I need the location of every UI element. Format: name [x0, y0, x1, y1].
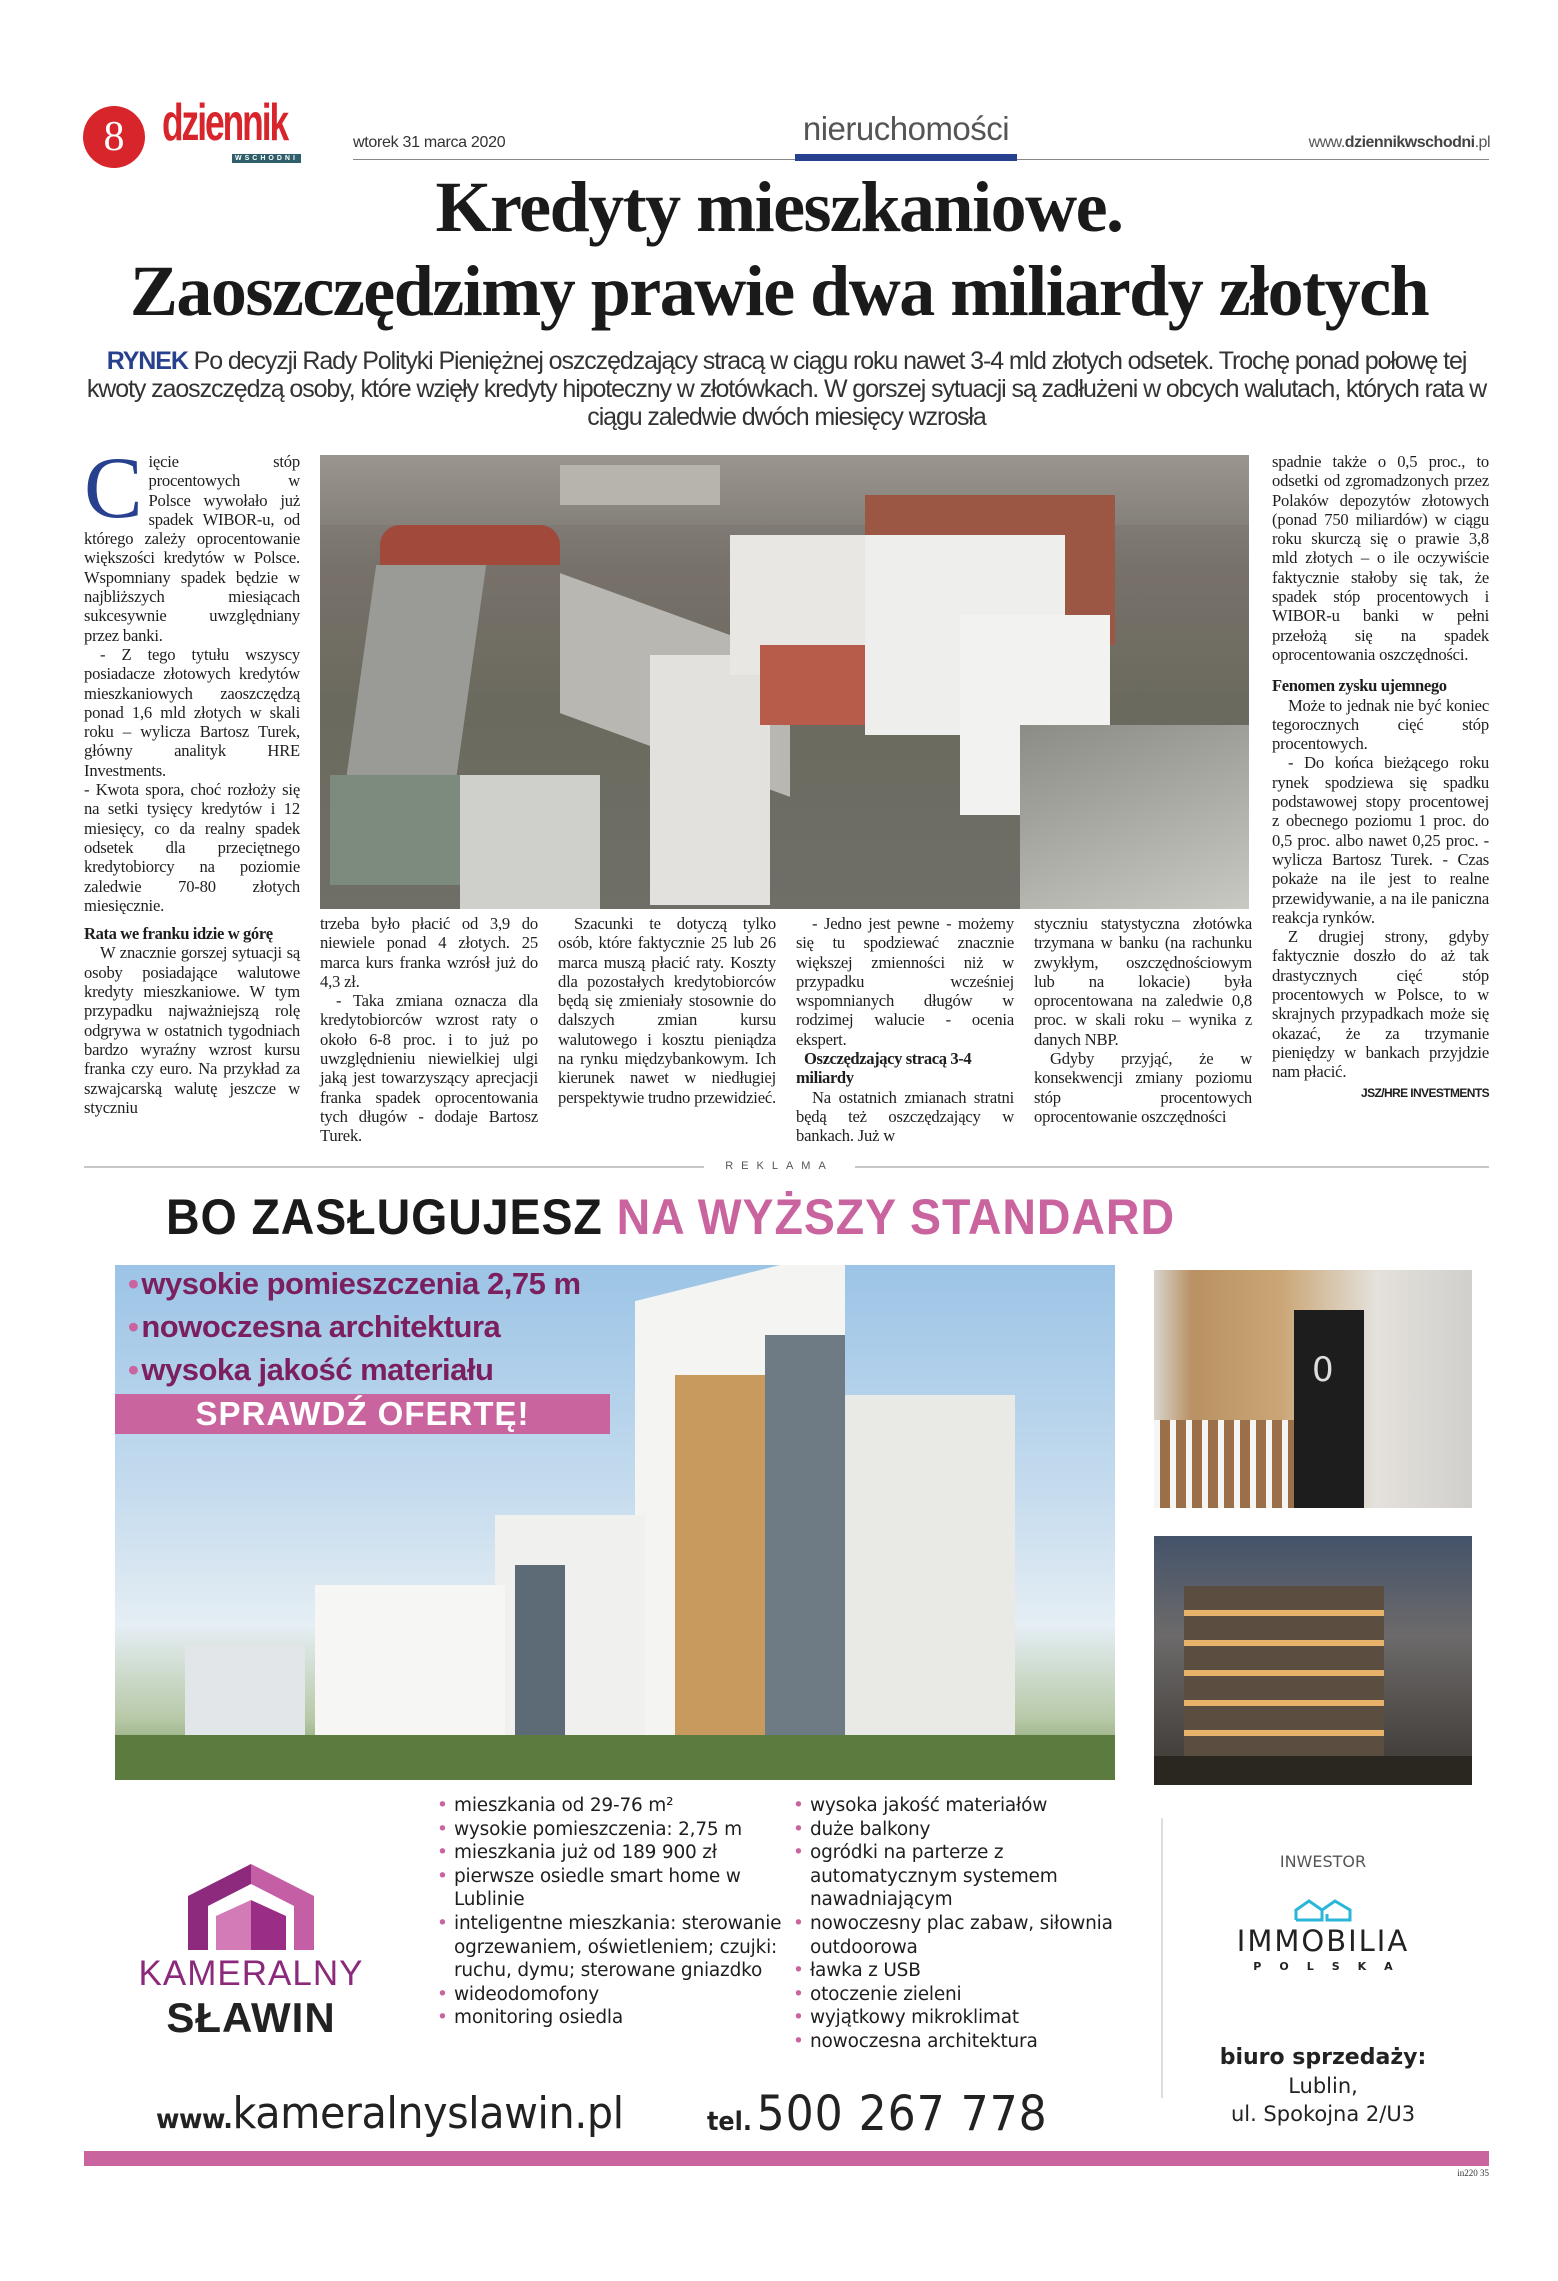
paragraph: Gdyby przyjąć, że w konsekwencji zmiany poziomu stóp procentowych oprocentowanie oszczędności — [1034, 1049, 1252, 1126]
ad-divider-left — [84, 1166, 704, 1168]
paragraph: - Taka zmiana oznacza dla kredytobiorców wzrost raty o około 6-8 proc. i to już po uwzględnieniu niewielkiej ulgi jaką jest towarzyszący aprecjacji franka spadek oprocentowania tych długów - dodaje Bartosz Turek. — [320, 991, 538, 1146]
investor-subtitle: POLSKA — [1253, 1960, 1411, 1973]
article-lead — [84, 347, 1489, 431]
ad-headline — [166, 1188, 1175, 1246]
site-url-link[interactable] — [1240, 134, 1490, 152]
feature-item: • wyjątkowy mikroklimat — [793, 2006, 1153, 2030]
lead-kicker: RYNEK — [106, 347, 188, 375]
lobby-photo — [1154, 1270, 1472, 1508]
article-column-2 — [320, 914, 538, 1146]
article-column-6 — [1272, 452, 1489, 1103]
feature-item: • inteligentne mieszkania: sterowanie ogrzewaniem, oświetleniem; czujki: ruchu, dymu; sterowane gniazdko — [437, 1912, 787, 1983]
ad-website-link[interactable] — [156, 2088, 624, 2139]
feature-item: • nowoczesna architektura — [793, 2030, 1153, 2054]
bullet-text: wysokie pomieszczenia 2,75 m — [141, 1266, 581, 1301]
author-signature: JSZ/HRE INVESTMENTS — [1361, 1085, 1489, 1100]
logo-word: dziennik — [162, 94, 288, 152]
lobby-sign: 0 — [1312, 1350, 1334, 1390]
paragraph: - Z tego tytułu wszyscy posiadacze złotowych kredytów mieszkaniowych zaoszczędzą ponad 1,6 mld złotych w skali roku – wylicza Bartosz Turek, główny analityk HRE Investments. — [84, 644, 300, 780]
tel-number: 500 267 778 — [756, 2086, 1048, 2142]
headline-line-1: Kredyty mieszkaniowe. — [435, 167, 1123, 247]
immobilia-logo — [1163, 1898, 1483, 1978]
check-offer-button[interactable]: SPRAWDŹ OFERTĘ! — [115, 1394, 610, 1434]
feature-item: • duże balkony — [793, 1818, 1153, 1842]
office-city: Lublin, — [1288, 2074, 1358, 2098]
paragraph: styczniu statystyczna złotówka trzymana w banku (na rachunku zwykłym, oszczędnościowym lub na lokacie) była oprocentowana na zaledwie 0,8 proc. w skali roku – wynika z danych NBP. — [1034, 914, 1252, 1049]
feature-item: • mieszkania od 29-76 m² — [437, 1794, 787, 1818]
article-column-5 — [1034, 914, 1252, 1126]
feature-list-right — [793, 1794, 1153, 2054]
paragraph: ięcie stóp procentowych w Polsce wywołało już spadek WIBOR-u, od którego zależy oprocentowanie większości kredytów w Polsce. Wspomniany spadek będzie w najbliższych miesiącach sukcesywnie uwzględniany przez banki. — [84, 452, 300, 645]
ad-divider-right — [855, 1166, 1489, 1168]
headline-line-2: Zaoszczędzimy prawie dwa miliardy złotych — [129, 251, 1429, 331]
section-underline — [795, 154, 1017, 161]
kameralny-slawin-logo — [130, 1854, 372, 2040]
subheading: Oszczędzający stracą 3-4 miliardy — [796, 1049, 972, 1088]
bullet-text: nowoczesna architektura — [141, 1309, 501, 1344]
subheading: Rata we franku idzie w górę — [84, 924, 273, 944]
ad-bottom-bar — [84, 2151, 1489, 2166]
feature-item: • wideodomofony — [437, 1983, 787, 2007]
bullet-text: wysoka jakość materiału — [141, 1352, 494, 1387]
brand-line-2: SŁAWIN — [166, 1994, 336, 2041]
ad-phone[interactable] — [707, 2086, 1048, 2142]
twin-house-icon — [1293, 1898, 1353, 1922]
paragraph: Szacunki te dotyczą tylko osób, które faktycznie 25 lub 26 marca muszą płacić raty. Koszty dla pozostałych kredytobiorców będą się zmieniały stosownie do dalszych zmian kursu walutowego i kosztu pieniądza na rynku międzybankowym. Ich kierunek nawet w niedługiej perspektywie trudno przewidzieć. — [558, 914, 776, 1107]
ad-label: REKLAMA — [725, 1160, 834, 1172]
issue-date: wtorek 31 marca 2020 — [353, 134, 506, 151]
ad-code: in220 35 — [1457, 2168, 1489, 2178]
paragraph: - Do końca bieżącego roku rynek spodziewa się spadku podstawowej stopy procentowej z obecnego poziomu 1 proc. do 0,5 proc. albo nawet 0,25 proc. - wylicza Bartosz Turek. - Czas pokaże na ile jest to realne przewidywanie, a na ile paniczna reakcja rynków. — [1272, 753, 1489, 927]
feature-item: • ogródki na parterze z automatycznym systemem nawadniającym — [793, 1841, 1153, 1912]
headline-dark: BO ZASŁUGUJESZ — [166, 1189, 603, 1245]
drop-cap: C — [84, 440, 143, 537]
logo-subtitle: WSCHODNI — [232, 154, 301, 163]
url-suffix: .pl — [1474, 134, 1490, 151]
bullet-icon: • — [128, 1352, 139, 1387]
paragraph: - Jedno jest pewne - możemy się tu spodziewać znacznie większej zmienności niż w przypadku wcześniej wspomnianych długów w rodzimej walucie - ocenia ekspert. — [796, 914, 1014, 1049]
feature-item: • wysoka jakość materiałów — [793, 1794, 1153, 1818]
paragraph: Z drugiej strony, gdyby faktycznie doszło do aż tak drastycznych cięć stóp procentowych w Polsce, to w skrajnych przypadkach może się okazać, że za trzymanie pieniędzy w bankach przyjdzie nam płacić. — [1272, 927, 1489, 1082]
brand-line-1: KAMERALNY — [138, 1954, 364, 1993]
investor-label: INWESTOR — [1279, 1852, 1367, 1871]
image-bullet — [128, 1265, 581, 1303]
feature-item: • mieszkania już od 189 900 zł — [437, 1841, 787, 1865]
headline-pink: NA WYŻSZY STANDARD — [616, 1189, 1175, 1245]
feature-list-left — [437, 1794, 787, 2030]
feature-item: • ławka z USB — [793, 1959, 1153, 1983]
paragraph: W znacznie gorszej sytuacji są osoby posiadające walutowe kredyty mieszkaniowe. W tym przypadku najważniejszą rolę odgrywa w ostatnich tygodniach bardzo wyraźny wzrost kursu franka czy euro. Na przykład za szwajcarską walutę jeszcze w styczniu — [84, 943, 300, 1117]
page-number: 8 — [83, 106, 145, 168]
bullet-icon: • — [128, 1266, 139, 1301]
article-column-3 — [558, 914, 776, 1107]
office-label: biuro sprzedaży: — [1219, 2045, 1427, 2070]
article-column-4 — [796, 914, 1014, 1146]
bullet-icon: • — [128, 1309, 139, 1344]
newspaper-logo[interactable] — [162, 94, 342, 166]
image-bullet — [128, 1308, 500, 1346]
paragraph: trzeba było płacić od 3,9 do niewiele ponad 4 złotych. 25 marca kurs franka wzrósł już do 4,3 zł. — [320, 914, 538, 991]
lead-text: Po decyzji Rady Polityki Pieniężnej oszczędzający stracą w ciągu roku nawet 3-4 mld złotych odsetek. Trochę ponad połowę tej kwoty zaoszczędzą osoby, które wzięły kredyty hipoteczny w złotówkach. W gorszej sytuacji są zadłużeni w obcych walutach, których rata w ciągu zaledwie dwóch miesięcy wzrosła — [86, 347, 1487, 431]
paragraph: Może to jednak nie być koniec tegorocznych cięć stóp procentowych. — [1272, 695, 1489, 754]
tel-label: tel. — [707, 2107, 752, 2137]
feature-item: • wysokie pomieszczenia: 2,75 m — [437, 1818, 787, 1842]
house-logo-icon — [130, 1854, 372, 1952]
sales-office — [1163, 2043, 1483, 2128]
paragraph: spadnie także o 0,5 proc., to odsetki od zgromadzonych przez Polaków depozytów złotowych (ponad 750 miliardów) w ciągu roku skurczą się o prawie 3,8 mld złotych – o ile oczywiście faktycznie stałoby się tak, że spadek stóp procentowych i WIBOR-u banki w pełni przełożą się na spadek oprocentowania oszczędności. — [1272, 452, 1489, 664]
feature-item: • pierwsze osiedle smart home w Lublinie — [437, 1865, 787, 1912]
feature-item: • monitoring osiedla — [437, 2006, 787, 2030]
image-bullet — [128, 1351, 493, 1389]
paragraph: - Kwota spora, choć rozłoży się na setki tysięcy kredytów i 12 miesięcy, co da realny spadek odsetek dla przeciętnego kredytobiorcy na poziomie zaledwie 70-80 złotych miesięcznie. — [84, 780, 300, 915]
section-title: nieruchomości — [802, 110, 1010, 147]
subheading: Fenomen zysku ujemnego — [1272, 676, 1447, 696]
investor-name: IMMOBILIA — [1236, 1924, 1410, 1958]
aerial-housing-photo — [320, 455, 1249, 909]
url-domain: dziennikwschodni — [1344, 134, 1475, 151]
www-domain: kameralnyslawin.pl — [232, 2088, 624, 2139]
feature-item: • otoczenie zieleni — [793, 1983, 1153, 2007]
url-prefix: www. — [1308, 134, 1345, 151]
night-building-photo — [1154, 1536, 1472, 1785]
article-column-1 — [84, 440, 300, 1117]
www-prefix: www. — [156, 2104, 233, 2135]
paragraph: Na ostatnich zmianach stratni będą też oszczędzający w bankach. Już w — [796, 1087, 1014, 1146]
feature-item: • nowoczesny plac zabaw, siłownia outdoorowa — [793, 1912, 1153, 1959]
office-street: ul. Spokojna 2/U3 — [1230, 2102, 1416, 2126]
building-render-image — [115, 1265, 1115, 1780]
